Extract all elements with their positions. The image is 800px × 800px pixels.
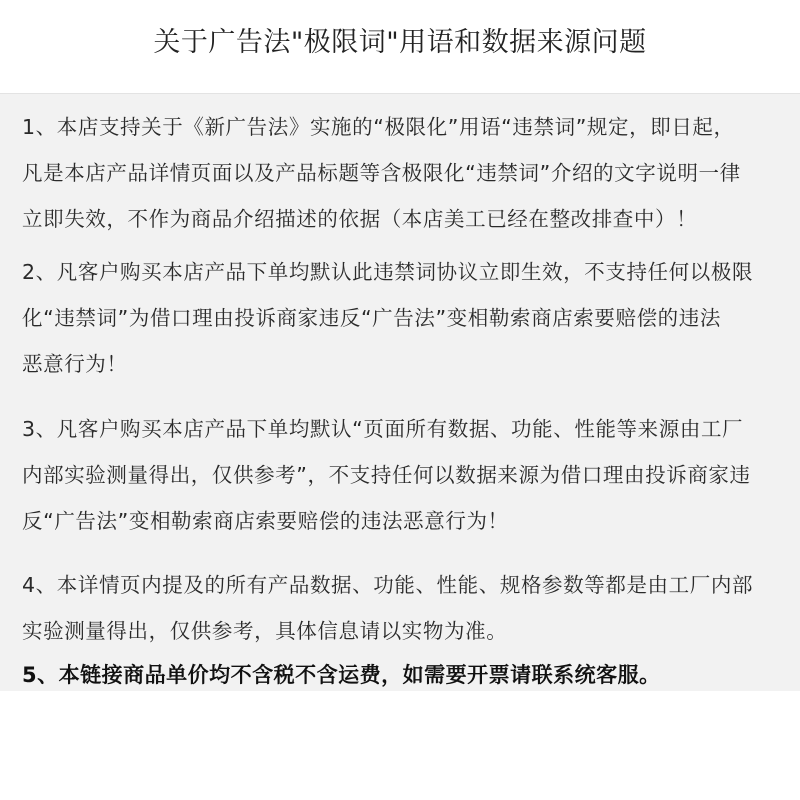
notice-paragraph-3 (22, 406, 794, 544)
page-title: 关于广告法"极限词"用语和数据来源问题 (153, 27, 647, 58)
paragraph-line: 立即失效，不作为商品介绍描述的依据（本店美工已经在整改排查中）！ (22, 207, 698, 231)
paragraph-line: 1、本店支持关于《新广告法》实施的“极限化”用语“违禁词”规定，即日起， (22, 115, 735, 139)
notice-paragraph-2 (22, 249, 794, 387)
paragraph-line: 化“违禁词”为借口理由投诉商家违反“广告法”变相勒索商店索要赔偿的违法 (22, 306, 721, 330)
notice-paragraph-1 (22, 104, 794, 242)
paragraph-line: 反“广告法”变相勒索商店索要赔偿的违法恶意行为！ (22, 509, 509, 533)
paragraph-line: 3、凡客户购买本店产品下单均默认“页面所有数据、功能、性能等来源由工厂 (22, 417, 744, 441)
notice-paragraph-4 (22, 562, 794, 654)
paragraph-line: 4、本详情页内提及的所有产品数据、功能、性能、规格参数等都是由工厂内部 (22, 573, 754, 597)
final-note: 5、本链接商品单价均不含税不含运费，如需要开票请联系统客服。 (22, 663, 661, 687)
paragraph-line: 恶意行为！ (22, 352, 128, 376)
paragraph-line: 内部实验测量得出，仅供参考”，不支持任何以数据来源为借口理由投诉商家违 (22, 463, 751, 487)
paragraph-line: 2、凡客户购买本店产品下单均默认此违禁词协议立即生效，不支持任何以极限 (22, 260, 754, 284)
paragraph-line: 实验测量得出，仅供参考，具体信息请以实物为准。 (22, 619, 508, 643)
paragraph-line: 凡是本店产品详情页面以及产品标题等含极限化“违禁词”介绍的文字说明一律 (22, 161, 741, 185)
